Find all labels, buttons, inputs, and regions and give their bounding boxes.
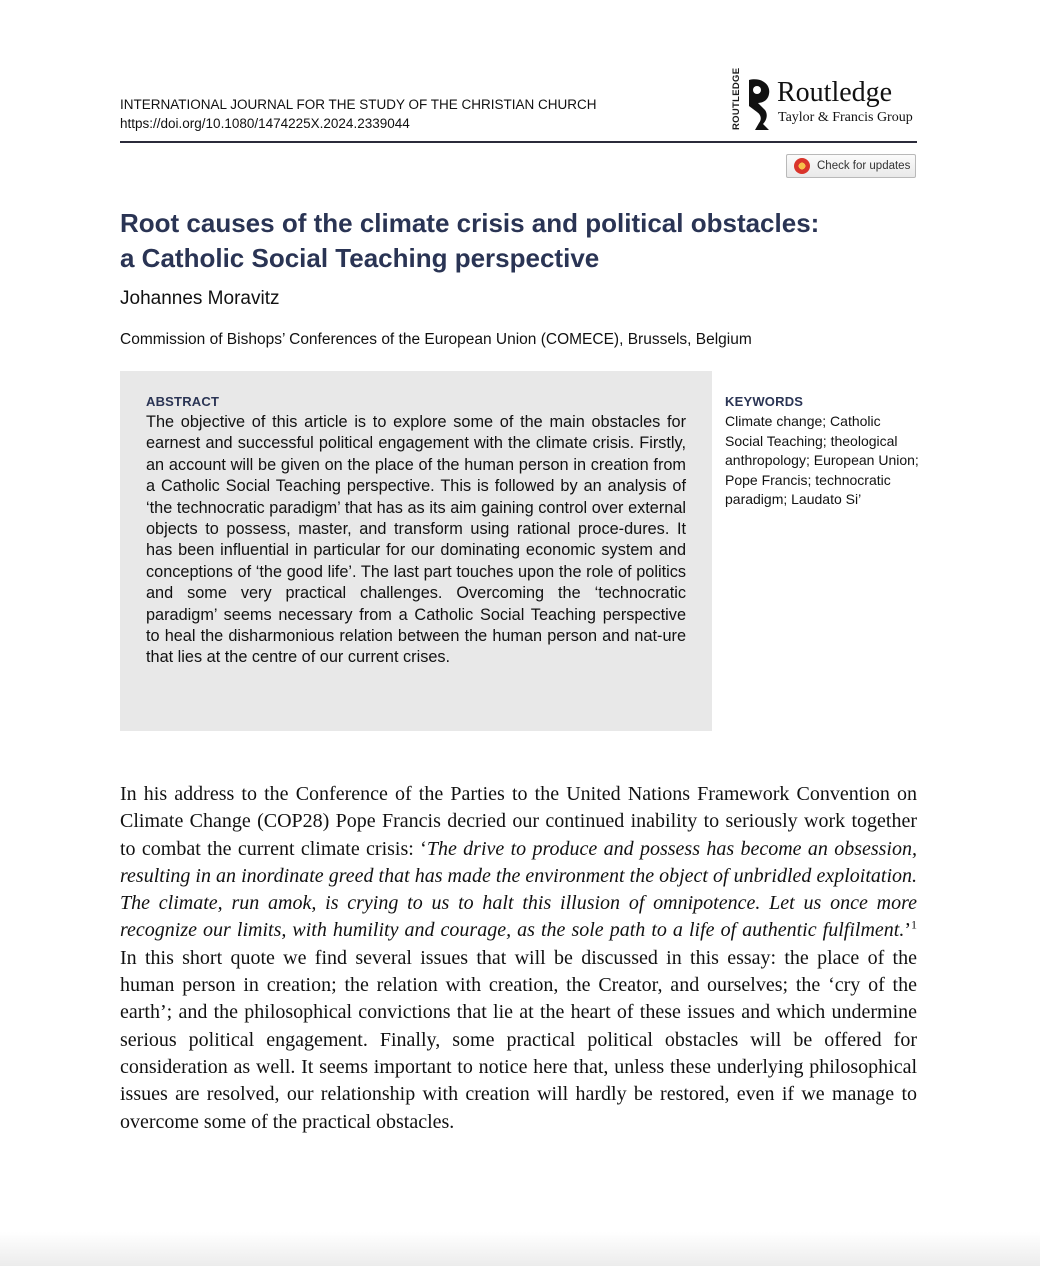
title-line-2: a Catholic Social Teaching perspective [120,243,600,273]
doi-link[interactable]: https://doi.org/10.1080/1474225X.2024.2339044 [120,116,410,131]
publisher-vertical-label: ROUTLEDGE [731,67,742,130]
journal-name: INTERNATIONAL JOURNAL FOR THE STUDY OF THE CHRISTIAN CHURCH [120,97,597,112]
keywords-list: Climate change; Catholic Social Teaching; theological anthropology; European Union; Pope Francis; technocratic paradigm; Laudato Si’ [725,413,919,507]
routledge-head-icon [745,76,775,132]
title-line-1: Root causes of the climate crisis and political obstacles: [120,208,820,238]
keywords-heading: KEYWORDS [725,394,804,409]
publisher-name: Routledge [777,77,893,108]
footnote-marker[interactable]: 1 [911,917,917,932]
pope-quote: The drive to produce and possess has become an obsession, resulting in an inordinate greed that has made the environment the object of unbridled exploitation. The climate, run amok, is crying to us to halt this illusion of omnipotence. Let us once more recognize our limits, with humility and courage, as the sole path to a life of authentic fulfilment. [120,837,917,942]
author-name[interactable]: Johannes Moravitz [120,288,280,309]
page-bottom-edge [0,1232,1040,1266]
journal-header [120,95,597,133]
abstract-heading: ABSTRACT [146,394,220,409]
header-divider [120,141,917,143]
quote-close: ’ [904,919,911,942]
article-title [120,206,920,276]
check-for-updates-button[interactable] [786,154,916,178]
check-for-updates-label: Check for updates [817,160,911,172]
body-paragraph [120,781,917,1136]
author-affiliation: Commission of Bishops’ Conferences of the European Union (COMECE), Brussels, Belgium [120,331,752,348]
body-rest: In this short quote we find several issues that will be discussed in this essay: the place of the human person in creation; the relation with creation, the Creator, and ourselves; the ‘cry of the earth’; and the philosophical convictions that lie at the heart of these issues and which undermine serious political engagement. Finally, some practical political obstacles will be offered for consideration as well. It seems important to notice here that, unless these underlying philosophical issues are resolved, our relationship with creation will hardly be restored, even if we manage to overcome some of the practical obstacles. [120,946,917,1133]
publisher-logo [728,67,928,132]
publisher-group: Taylor & Francis Group [778,110,913,125]
abstract-text: The objective of this article is to explore some of the main obstacles for earnest and successful political engagement with the climate crisis. Firstly, an account will be given on the place of the human person in creation from a Catholic Social Teaching perspective. This is followed by an analysis of ‘the technocratic paradigm’ that has as its aim gaining control over external objects to possess, master, and transform using rational proce-dures. It has been influential in particular for our dominating economic system and conceptions of ‘the good life’. The last part touches upon the role of politics and some very practical challenges. Overcoming the ‘technocratic paradigm’ seems necessary from a Catholic Social Teaching perspective to heal the disharmonious relation between the human person and nat-ure that lies at the centre of our current crises. [146,413,686,667]
body-intro: In his address to the Conference of the Parties to the United Nations Framework Convention on Climate Change (COP28) Pope Francis decried our continued inability to seriously work together to combat the current climate crisis: ‘ [120,783,917,860]
crossmark-icon [794,158,810,174]
